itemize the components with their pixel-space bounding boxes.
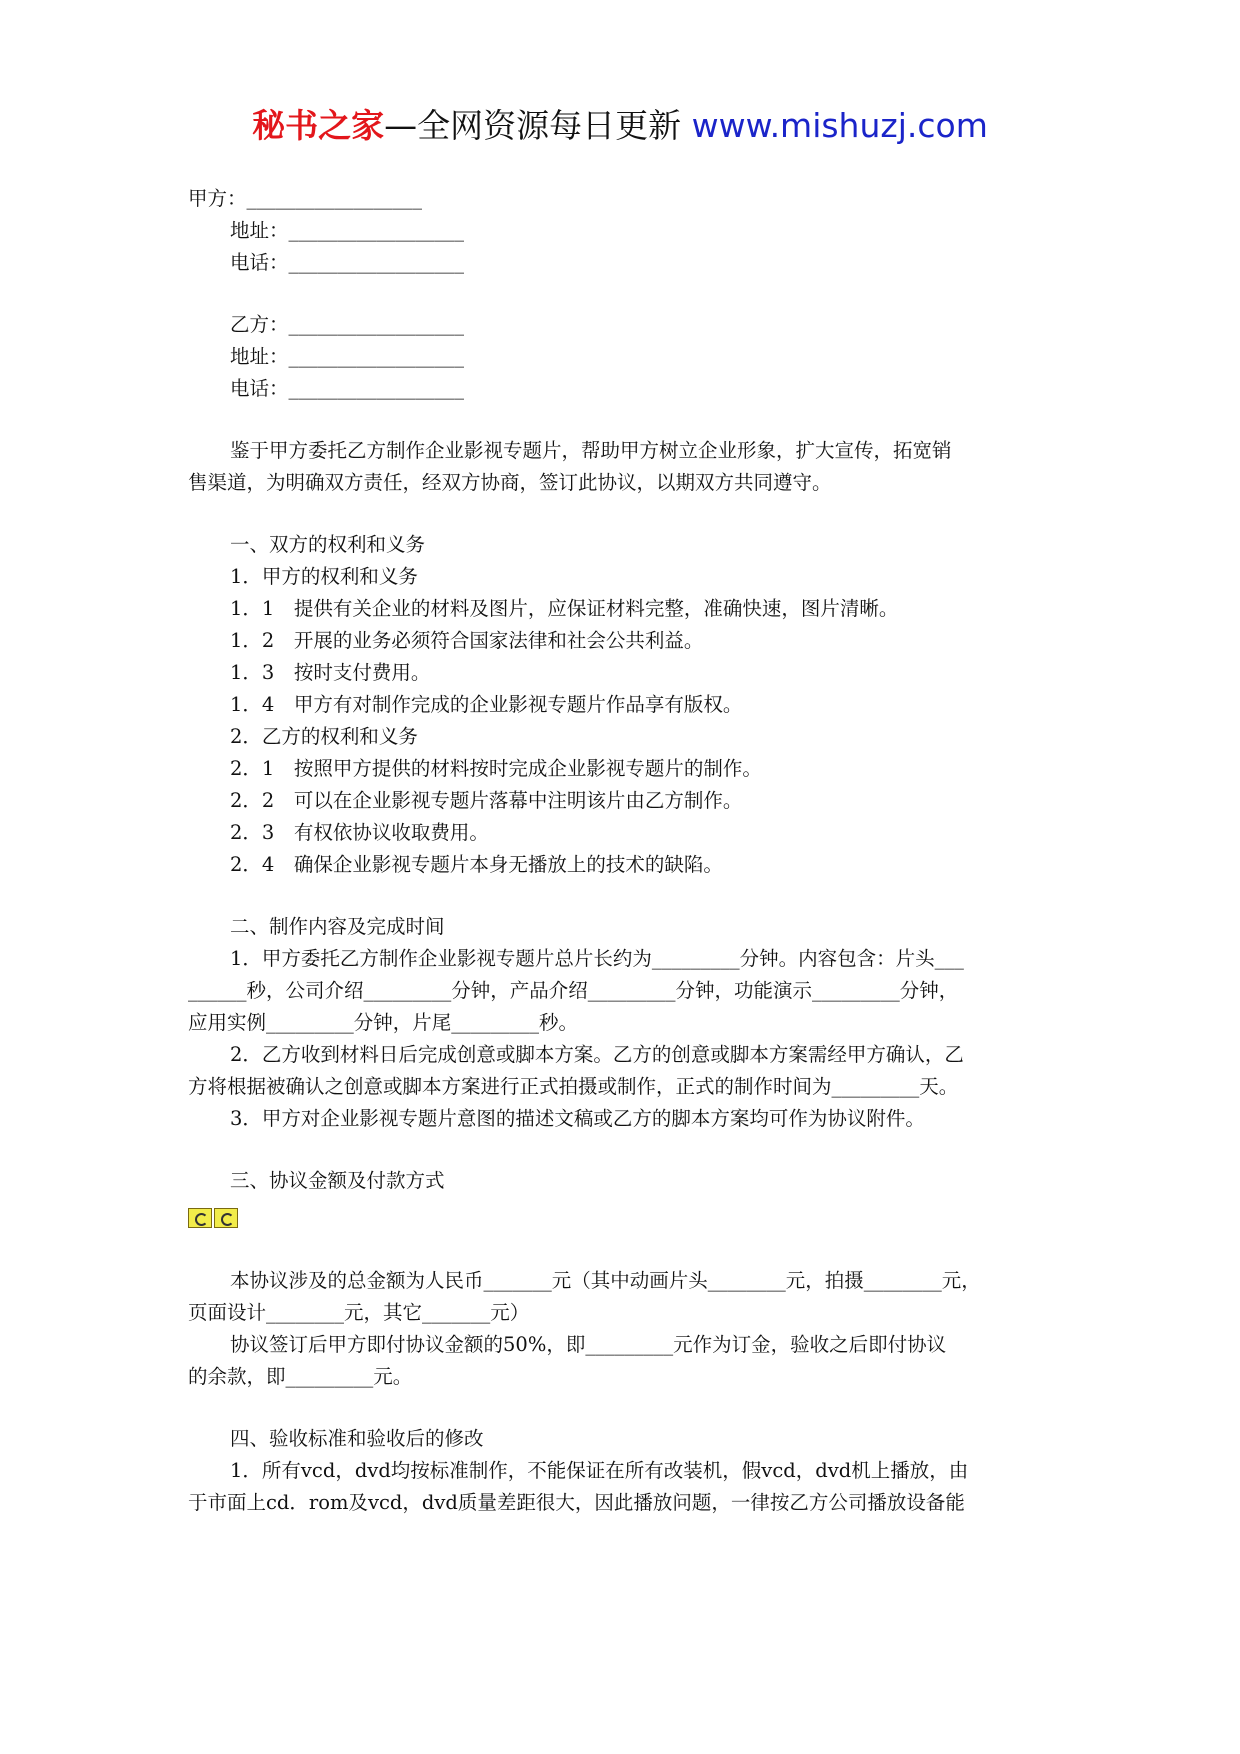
header-slogan: —全网资源每日更新 bbox=[384, 106, 692, 145]
clause-1-2: 1．2 开展的业务必须符合国家法律和社会公共利益。 bbox=[230, 629, 704, 652]
clause-2-1: 2．1 按照甲方提供的材料按时完成企业影视专题片的制作。 bbox=[230, 757, 762, 780]
party-b-phone: 电话：__________________ bbox=[230, 377, 465, 400]
site-header bbox=[0, 104, 1240, 148]
intro-line-1: 鉴于甲方委托乙方制作企业影视专题片，帮助甲方树立企业形象，扩大宣传，拓宽销 bbox=[230, 439, 952, 462]
section-4-title: 四、验收标准和验收后的修改 bbox=[230, 1427, 484, 1450]
section-2-title: 二、制作内容及完成时间 bbox=[230, 915, 445, 938]
section-3-p2-line-1: 协议签订后甲方即付协议金额的50%，即_________元作为订金，验收之后即付协议 bbox=[230, 1333, 947, 1356]
brand-name: 秘书之家 bbox=[252, 106, 385, 145]
clause-1-3: 1．3 按时支付费用。 bbox=[230, 661, 431, 684]
site-url[interactable]: www.mishuzj.com bbox=[691, 106, 988, 145]
section-4-p1-line-2: 于市面上cd．rom及vcd，dvd质量差距很大，因此播放问题，一律按乙方公司播放设备能 bbox=[188, 1491, 965, 1514]
section-2-p1-line-2: ______秒，公司介绍_________分钟，产品介绍_________分钟，功能演示_________分钟， bbox=[188, 979, 959, 1002]
clause-1-4: 1．4 甲方有对制作完成的企业影视专题片作品享有版权。 bbox=[230, 693, 743, 716]
party-a-phone: 电话：__________________ bbox=[230, 251, 465, 274]
section-2-p1-line-1: 1．甲方委托乙方制作企业影视专题片总片长约为_________分钟。内容包含：片头___ bbox=[230, 947, 964, 970]
section-4-p1-line-1: 1．所有vcd，dvd均按标准制作，不能保证在所有改装机，假vcd，dvd机上播放，由 bbox=[230, 1459, 969, 1482]
clause-2-4: 2．4 确保企业影视专题片本身无播放上的技术的缺陷。 bbox=[230, 853, 723, 876]
section-3-p1-line-1: 本协议涉及的总金额为人民币_______元（其中动画片头________元，拍摄________元， bbox=[230, 1269, 981, 1292]
section-3-p2-line-2: 的余款，即_________元。 bbox=[188, 1365, 413, 1388]
party-a-address: 地址：__________________ bbox=[230, 219, 465, 242]
section-1-sub-2: 2．乙方的权利和义务 bbox=[230, 725, 418, 748]
party-a-name: 甲方：__________________ bbox=[188, 187, 423, 210]
contract-body bbox=[188, 183, 1068, 1519]
party-b-address: 地址：__________________ bbox=[230, 345, 465, 368]
clause-1-1: 1．1 提供有关企业的材料及图片，应保证材料完整，准确快速，图片清晰。 bbox=[230, 597, 899, 620]
embedded-object-icons bbox=[188, 1205, 1068, 1231]
intro-line-2: 售渠道，为明确双方责任，经双方协商，签订此协议，以期双方共同遵守。 bbox=[188, 471, 832, 494]
clause-2-3: 2．3 有权依协议收取费用。 bbox=[230, 821, 489, 844]
section-3-title: 三、协议金额及付款方式 bbox=[230, 1169, 445, 1192]
section-2-p2-line-2: 方将根据被确认之创意或脚本方案进行正式拍摄或制作，正式的制作时间为_________天。 bbox=[188, 1075, 959, 1098]
section-1-title: 一、双方的权利和义务 bbox=[230, 533, 426, 556]
clause-2-2: 2．2 可以在企业影视专题片落幕中注明该片由乙方制作。 bbox=[230, 789, 743, 812]
fold-icon[interactable] bbox=[214, 1208, 238, 1228]
section-2-p2-line-1: 2．乙方收到材料日后完成创意或脚本方案。乙方的创意或脚本方案需经甲方确认，乙 bbox=[230, 1043, 964, 1066]
fold-icon[interactable] bbox=[188, 1208, 212, 1228]
section-3-p1-line-2: 页面设计________元，其它_______元） bbox=[188, 1301, 530, 1324]
section-1-sub-1: 1．甲方的权利和义务 bbox=[230, 565, 418, 588]
section-2-p3: 3．甲方对企业影视专题片意图的描述文稿或乙方的脚本方案均可作为协议附件。 bbox=[230, 1107, 925, 1130]
party-b-name: 乙方：__________________ bbox=[230, 313, 465, 336]
section-2-p1-line-3: 应用实例_________分钟，片尾_________秒。 bbox=[188, 1011, 579, 1034]
